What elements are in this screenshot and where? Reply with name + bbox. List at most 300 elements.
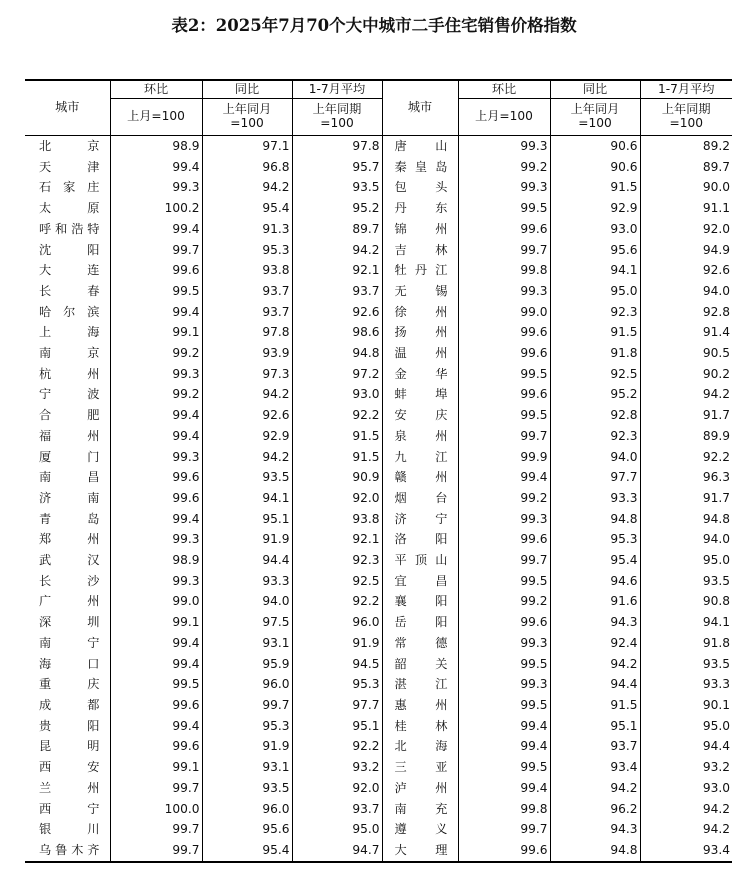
- avg-value: 94.0: [640, 281, 732, 302]
- yoy-value: 95.4: [202, 198, 292, 219]
- avg-value: 93.7: [292, 799, 382, 820]
- avg-value: 89.7: [292, 219, 382, 240]
- mom-value: 99.1: [110, 322, 202, 343]
- avg-value: 94.2: [640, 384, 732, 405]
- city-name: 无锡: [382, 281, 458, 302]
- table-row: [25, 840, 732, 862]
- yoy-value: 93.7: [202, 281, 292, 302]
- yoy-value: 94.2: [550, 654, 640, 675]
- avg-value: 94.5: [292, 654, 382, 675]
- table-row: [25, 343, 732, 364]
- mom-value: 99.6: [458, 529, 550, 550]
- avg-value: 95.0: [292, 819, 382, 840]
- table-row: [25, 322, 732, 343]
- city-name: 岳阳: [382, 612, 458, 633]
- table-row: [25, 426, 732, 447]
- yoy-value: 94.0: [202, 591, 292, 612]
- table-row: [25, 509, 732, 530]
- yoy-value: 95.3: [202, 240, 292, 261]
- avg-value: 92.2: [292, 591, 382, 612]
- mom-value: 99.2: [110, 343, 202, 364]
- mom-value: 99.5: [458, 757, 550, 778]
- avg-value: 93.0: [640, 778, 732, 799]
- table-row: [25, 571, 732, 592]
- yoy-value: 95.4: [550, 550, 640, 571]
- city-name: 金华: [382, 364, 458, 385]
- avg-value: 92.5: [292, 571, 382, 592]
- city-name: 洛阳: [382, 529, 458, 550]
- city-name: 乌鲁木齐: [39, 842, 100, 857]
- table-row: [25, 384, 732, 405]
- yoy-value: 97.3: [202, 364, 292, 385]
- avg-base-label: 上年同期 =100: [640, 99, 732, 136]
- avg-value: 92.3: [292, 550, 382, 571]
- mom-value: 99.6: [458, 384, 550, 405]
- mom-value: 99.4: [110, 633, 202, 654]
- city-name: 南昌: [39, 470, 100, 485]
- yoy-value: 96.0: [202, 799, 292, 820]
- mom-value: 99.3: [458, 177, 550, 198]
- mom-value: 99.7: [458, 550, 550, 571]
- city-name: 平顶山: [382, 550, 458, 571]
- mom-value: 99.5: [458, 654, 550, 675]
- avg-value: 93.5: [640, 654, 732, 675]
- yoy-value: 96.2: [550, 799, 640, 820]
- city-name: 重庆: [39, 677, 100, 692]
- avg-value: 93.2: [292, 757, 382, 778]
- avg-value: 94.8: [640, 509, 732, 530]
- yoy-value: 91.5: [550, 322, 640, 343]
- mom-value: 99.3: [458, 281, 550, 302]
- city-name: 徐州: [382, 302, 458, 323]
- city-name: 九江: [382, 447, 458, 468]
- city-name: 郑州: [39, 532, 100, 547]
- mom-value: 99.5: [110, 281, 202, 302]
- avg-value: 94.9: [640, 240, 732, 261]
- city-name: 北京: [39, 139, 100, 153]
- yoy-value: 95.1: [202, 509, 292, 530]
- mom-value: 99.3: [110, 177, 202, 198]
- city-name: 济南: [39, 490, 100, 505]
- yoy-value: 97.7: [550, 467, 640, 488]
- yoy-value: 93.3: [202, 571, 292, 592]
- mom-value: 100.2: [110, 198, 202, 219]
- yoy-value: 93.7: [202, 302, 292, 323]
- yoy-value: 95.2: [550, 384, 640, 405]
- yoy-value: 94.2: [202, 447, 292, 468]
- yoy-value: 94.2: [550, 778, 640, 799]
- yoy-value: 96.0: [202, 674, 292, 695]
- yoy-value: 92.4: [550, 633, 640, 654]
- city-name: 锦州: [382, 219, 458, 240]
- avg-value: 95.0: [640, 550, 732, 571]
- city-name: 桂林: [382, 716, 458, 737]
- mom-value: 99.4: [458, 716, 550, 737]
- yoy-value: 95.3: [202, 716, 292, 737]
- table-row: [25, 136, 732, 157]
- mom-value: 99.7: [110, 240, 202, 261]
- yoy-value: 95.6: [202, 819, 292, 840]
- yoy-value: 95.9: [202, 654, 292, 675]
- city-name: 常德: [382, 633, 458, 654]
- avg-value: 93.5: [292, 177, 382, 198]
- yoy-value: 93.3: [550, 488, 640, 509]
- mom-value: 99.7: [110, 819, 202, 840]
- mom-value: 100.0: [110, 799, 202, 820]
- avg-header: 1-7月平均: [292, 80, 382, 99]
- mom-value: 99.5: [458, 571, 550, 592]
- mom-value: 99.7: [458, 240, 550, 261]
- table-row: [25, 302, 732, 323]
- city-name: 合肥: [39, 408, 100, 423]
- avg-value: 91.1: [640, 198, 732, 219]
- table-row: [25, 447, 732, 468]
- city-name: 成都: [39, 697, 100, 712]
- table-row: [25, 799, 732, 820]
- yoy-value: 94.1: [550, 260, 640, 281]
- avg-value: 93.7: [292, 281, 382, 302]
- city-name: 唐山: [382, 136, 458, 157]
- avg-value: 96.0: [292, 612, 382, 633]
- city-column-header: 城市: [382, 80, 458, 136]
- yoy-value: 94.4: [550, 674, 640, 695]
- yoy-value: 90.6: [550, 136, 640, 157]
- mom-value: 99.5: [110, 674, 202, 695]
- city-name: 银川: [39, 822, 100, 837]
- city-name: 天津: [39, 159, 100, 174]
- avg-value: 93.3: [640, 674, 732, 695]
- mom-value: 99.6: [110, 260, 202, 281]
- yoy-value: 93.4: [550, 757, 640, 778]
- city-name: 包头: [382, 177, 458, 198]
- avg-value: 90.1: [640, 695, 732, 716]
- city-name: 长沙: [39, 573, 100, 588]
- city-name: 西安: [39, 760, 100, 775]
- city-name: 泉州: [382, 426, 458, 447]
- city-name: 上海: [39, 325, 100, 340]
- avg-value: 91.7: [640, 405, 732, 426]
- mom-value: 99.6: [458, 840, 550, 862]
- mom-value: 98.9: [110, 136, 202, 157]
- avg-value: 92.8: [640, 302, 732, 323]
- avg-value: 96.3: [640, 467, 732, 488]
- avg-value: 92.1: [292, 260, 382, 281]
- mom-value: 99.7: [458, 819, 550, 840]
- yoy-value: 92.5: [550, 364, 640, 385]
- yoy-value: 93.1: [202, 757, 292, 778]
- yoy-value: 97.1: [202, 136, 292, 157]
- table-row: [25, 488, 732, 509]
- city-name: 大理: [382, 840, 458, 862]
- avg-value: 95.2: [292, 198, 382, 219]
- avg-value: 95.1: [292, 716, 382, 737]
- avg-value: 90.2: [640, 364, 732, 385]
- avg-value: 94.0: [640, 529, 732, 550]
- yoy-value: 92.3: [550, 302, 640, 323]
- mom-value: 99.3: [458, 509, 550, 530]
- avg-value: 92.1: [292, 529, 382, 550]
- city-name: 兰州: [39, 780, 100, 795]
- avg-value: 94.2: [640, 819, 732, 840]
- avg-header: 1-7月平均: [640, 80, 732, 99]
- mom-value: 99.4: [110, 654, 202, 675]
- city-name: 遵义: [382, 819, 458, 840]
- mom-value: 99.6: [110, 736, 202, 757]
- yoy-base-label: 上年同月 =100: [550, 99, 640, 136]
- avg-value: 92.6: [292, 302, 382, 323]
- price-index-table: [25, 79, 732, 863]
- mom-value: 99.2: [110, 384, 202, 405]
- mom-value: 99.6: [110, 467, 202, 488]
- table-row: [25, 240, 732, 261]
- yoy-value: 91.5: [550, 695, 640, 716]
- mom-value: 99.3: [110, 364, 202, 385]
- mom-header: 环比: [458, 80, 550, 99]
- mom-value: 99.3: [110, 529, 202, 550]
- mom-value: 99.5: [458, 364, 550, 385]
- city-name: 贵阳: [39, 718, 100, 733]
- table-row: [25, 550, 732, 571]
- yoy-value: 95.6: [550, 240, 640, 261]
- city-name: 宜昌: [382, 571, 458, 592]
- avg-value: 91.4: [640, 322, 732, 343]
- yoy-value: 94.3: [550, 612, 640, 633]
- yoy-value: 97.5: [202, 612, 292, 633]
- mom-value: 99.5: [458, 695, 550, 716]
- table-row: [25, 612, 732, 633]
- table-row: [25, 281, 732, 302]
- city-name: 南京: [39, 346, 100, 361]
- yoy-value: 91.9: [202, 736, 292, 757]
- yoy-value: 94.6: [550, 571, 640, 592]
- city-name: 南宁: [39, 635, 100, 650]
- city-name: 扬州: [382, 322, 458, 343]
- yoy-value: 94.4: [202, 550, 292, 571]
- yoy-value: 92.9: [550, 198, 640, 219]
- city-name: 青岛: [39, 511, 100, 526]
- table-row: [25, 364, 732, 385]
- avg-base-label: 上年同期 =100: [292, 99, 382, 136]
- mom-value: 99.2: [458, 591, 550, 612]
- yoy-value: 94.0: [550, 447, 640, 468]
- yoy-value: 97.8: [202, 322, 292, 343]
- avg-value: 93.2: [640, 757, 732, 778]
- mom-value: 99.0: [458, 302, 550, 323]
- mom-value: 99.4: [110, 426, 202, 447]
- city-name: 惠州: [382, 695, 458, 716]
- mom-value: 99.6: [458, 612, 550, 633]
- avg-value: 97.8: [292, 136, 382, 157]
- yoy-value: 93.1: [202, 633, 292, 654]
- city-name: 深圳: [39, 615, 100, 630]
- city-name: 南充: [382, 799, 458, 820]
- city-name: 秦皇岛: [382, 157, 458, 178]
- mom-value: 99.2: [458, 157, 550, 178]
- avg-value: 95.0: [640, 716, 732, 737]
- mom-value: 99.2: [458, 488, 550, 509]
- mom-value: 99.9: [458, 447, 550, 468]
- table-row: [25, 591, 732, 612]
- avg-value: 93.4: [640, 840, 732, 862]
- yoy-value: 93.5: [202, 778, 292, 799]
- yoy-value: 94.1: [202, 488, 292, 509]
- avg-value: 92.2: [640, 447, 732, 468]
- mom-value: 99.6: [110, 488, 202, 509]
- yoy-value: 92.6: [202, 405, 292, 426]
- mom-value: 99.3: [458, 136, 550, 157]
- avg-value: 91.5: [292, 447, 382, 468]
- avg-value: 94.2: [292, 240, 382, 261]
- avg-value: 92.2: [292, 405, 382, 426]
- yoy-value: 95.1: [550, 716, 640, 737]
- table-header: [25, 80, 732, 136]
- table-row: [25, 405, 732, 426]
- table-row: [25, 219, 732, 240]
- yoy-header: 同比: [202, 80, 292, 99]
- table-row: [25, 819, 732, 840]
- yoy-value: 91.6: [550, 591, 640, 612]
- table-row: [25, 736, 732, 757]
- avg-value: 94.7: [292, 840, 382, 862]
- yoy-value: 94.2: [202, 177, 292, 198]
- yoy-value: 94.8: [550, 509, 640, 530]
- mom-value: 99.4: [110, 509, 202, 530]
- avg-value: 90.9: [292, 467, 382, 488]
- mom-header: 环比: [110, 80, 202, 99]
- mom-value: 99.0: [110, 591, 202, 612]
- mom-value: 99.4: [458, 467, 550, 488]
- yoy-value: 91.5: [550, 177, 640, 198]
- city-name: 宁波: [39, 387, 100, 402]
- mom-value: 99.6: [458, 343, 550, 364]
- mom-value: 99.5: [458, 405, 550, 426]
- yoy-value: 92.3: [550, 426, 640, 447]
- table-row: [25, 633, 732, 654]
- mom-value: 99.1: [110, 612, 202, 633]
- city-name: 烟台: [382, 488, 458, 509]
- mom-value: 99.4: [110, 405, 202, 426]
- avg-value: 98.6: [292, 322, 382, 343]
- yoy-value: 91.8: [550, 343, 640, 364]
- avg-value: 92.0: [292, 488, 382, 509]
- avg-value: 90.5: [640, 343, 732, 364]
- avg-value: 97.7: [292, 695, 382, 716]
- yoy-value: 94.8: [550, 840, 640, 862]
- avg-value: 94.4: [640, 736, 732, 757]
- table-row: [25, 716, 732, 737]
- city-name: 太原: [39, 201, 100, 216]
- avg-value: 94.8: [292, 343, 382, 364]
- avg-value: 91.5: [292, 426, 382, 447]
- table-row: [25, 198, 732, 219]
- table-row: [25, 757, 732, 778]
- yoy-value: 99.7: [202, 695, 292, 716]
- yoy-value: 92.8: [550, 405, 640, 426]
- yoy-value: 92.9: [202, 426, 292, 447]
- table-row: [25, 529, 732, 550]
- city-name: 武汉: [39, 553, 100, 568]
- mom-base-label: 上月=100: [110, 99, 202, 136]
- mom-value: 99.7: [110, 778, 202, 799]
- city-name: 韶关: [382, 654, 458, 675]
- avg-value: 91.7: [640, 488, 732, 509]
- mom-value: 99.8: [458, 799, 550, 820]
- table-row: [25, 177, 732, 198]
- mom-value: 99.3: [110, 447, 202, 468]
- avg-value: 91.9: [292, 633, 382, 654]
- avg-value: 92.2: [292, 736, 382, 757]
- yoy-value: 90.6: [550, 157, 640, 178]
- mom-value: 99.1: [110, 757, 202, 778]
- yoy-value: 93.9: [202, 343, 292, 364]
- yoy-base-label: 上年同月 =100: [202, 99, 292, 136]
- city-name: 泸州: [382, 778, 458, 799]
- avg-value: 95.3: [292, 674, 382, 695]
- city-name: 赣州: [382, 467, 458, 488]
- city-name: 三亚: [382, 757, 458, 778]
- table-row: [25, 695, 732, 716]
- city-name: 蚌埠: [382, 384, 458, 405]
- avg-value: 90.0: [640, 177, 732, 198]
- yoy-value: 95.4: [202, 840, 292, 862]
- mom-value: 99.6: [458, 322, 550, 343]
- mom-value: 99.3: [458, 633, 550, 654]
- yoy-value: 95.0: [550, 281, 640, 302]
- mom-value: 99.3: [110, 571, 202, 592]
- city-name: 北海: [382, 736, 458, 757]
- yoy-value: 96.8: [202, 157, 292, 178]
- city-name: 福州: [39, 428, 100, 443]
- table-row: [25, 778, 732, 799]
- city-name: 呼和浩特: [39, 221, 100, 236]
- avg-value: 93.0: [292, 384, 382, 405]
- city-column-header: 城市: [55, 100, 80, 115]
- mom-value: 99.7: [110, 840, 202, 862]
- mom-value: 99.8: [458, 260, 550, 281]
- city-name: 大连: [39, 263, 100, 278]
- yoy-value: 91.3: [202, 219, 292, 240]
- city-name: 湛江: [382, 674, 458, 695]
- avg-value: 89.7: [640, 157, 732, 178]
- mom-value: 99.6: [458, 219, 550, 240]
- yoy-value: 94.3: [550, 819, 640, 840]
- yoy-value: 93.7: [550, 736, 640, 757]
- city-name: 沈阳: [39, 242, 100, 257]
- mom-base-label: 上月=100: [458, 99, 550, 136]
- mom-value: 99.3: [458, 674, 550, 695]
- avg-value: 92.0: [640, 219, 732, 240]
- city-name: 厦门: [39, 449, 100, 464]
- city-name: 温州: [382, 343, 458, 364]
- avg-value: 94.2: [640, 799, 732, 820]
- mom-value: 99.4: [110, 302, 202, 323]
- mom-value: 98.9: [110, 550, 202, 571]
- table-body: [25, 136, 732, 862]
- mom-value: 99.4: [110, 157, 202, 178]
- city-name: 牡丹江: [382, 260, 458, 281]
- yoy-value: 93.0: [550, 219, 640, 240]
- city-name: 济宁: [382, 509, 458, 530]
- avg-value: 89.2: [640, 136, 732, 157]
- city-name: 广州: [39, 594, 100, 609]
- yoy-value: 94.2: [202, 384, 292, 405]
- avg-value: 89.9: [640, 426, 732, 447]
- mom-value: 99.4: [458, 778, 550, 799]
- mom-value: 99.4: [458, 736, 550, 757]
- city-name: 石家庄: [39, 180, 100, 195]
- city-name: 西宁: [39, 801, 100, 816]
- table-row: [25, 260, 732, 281]
